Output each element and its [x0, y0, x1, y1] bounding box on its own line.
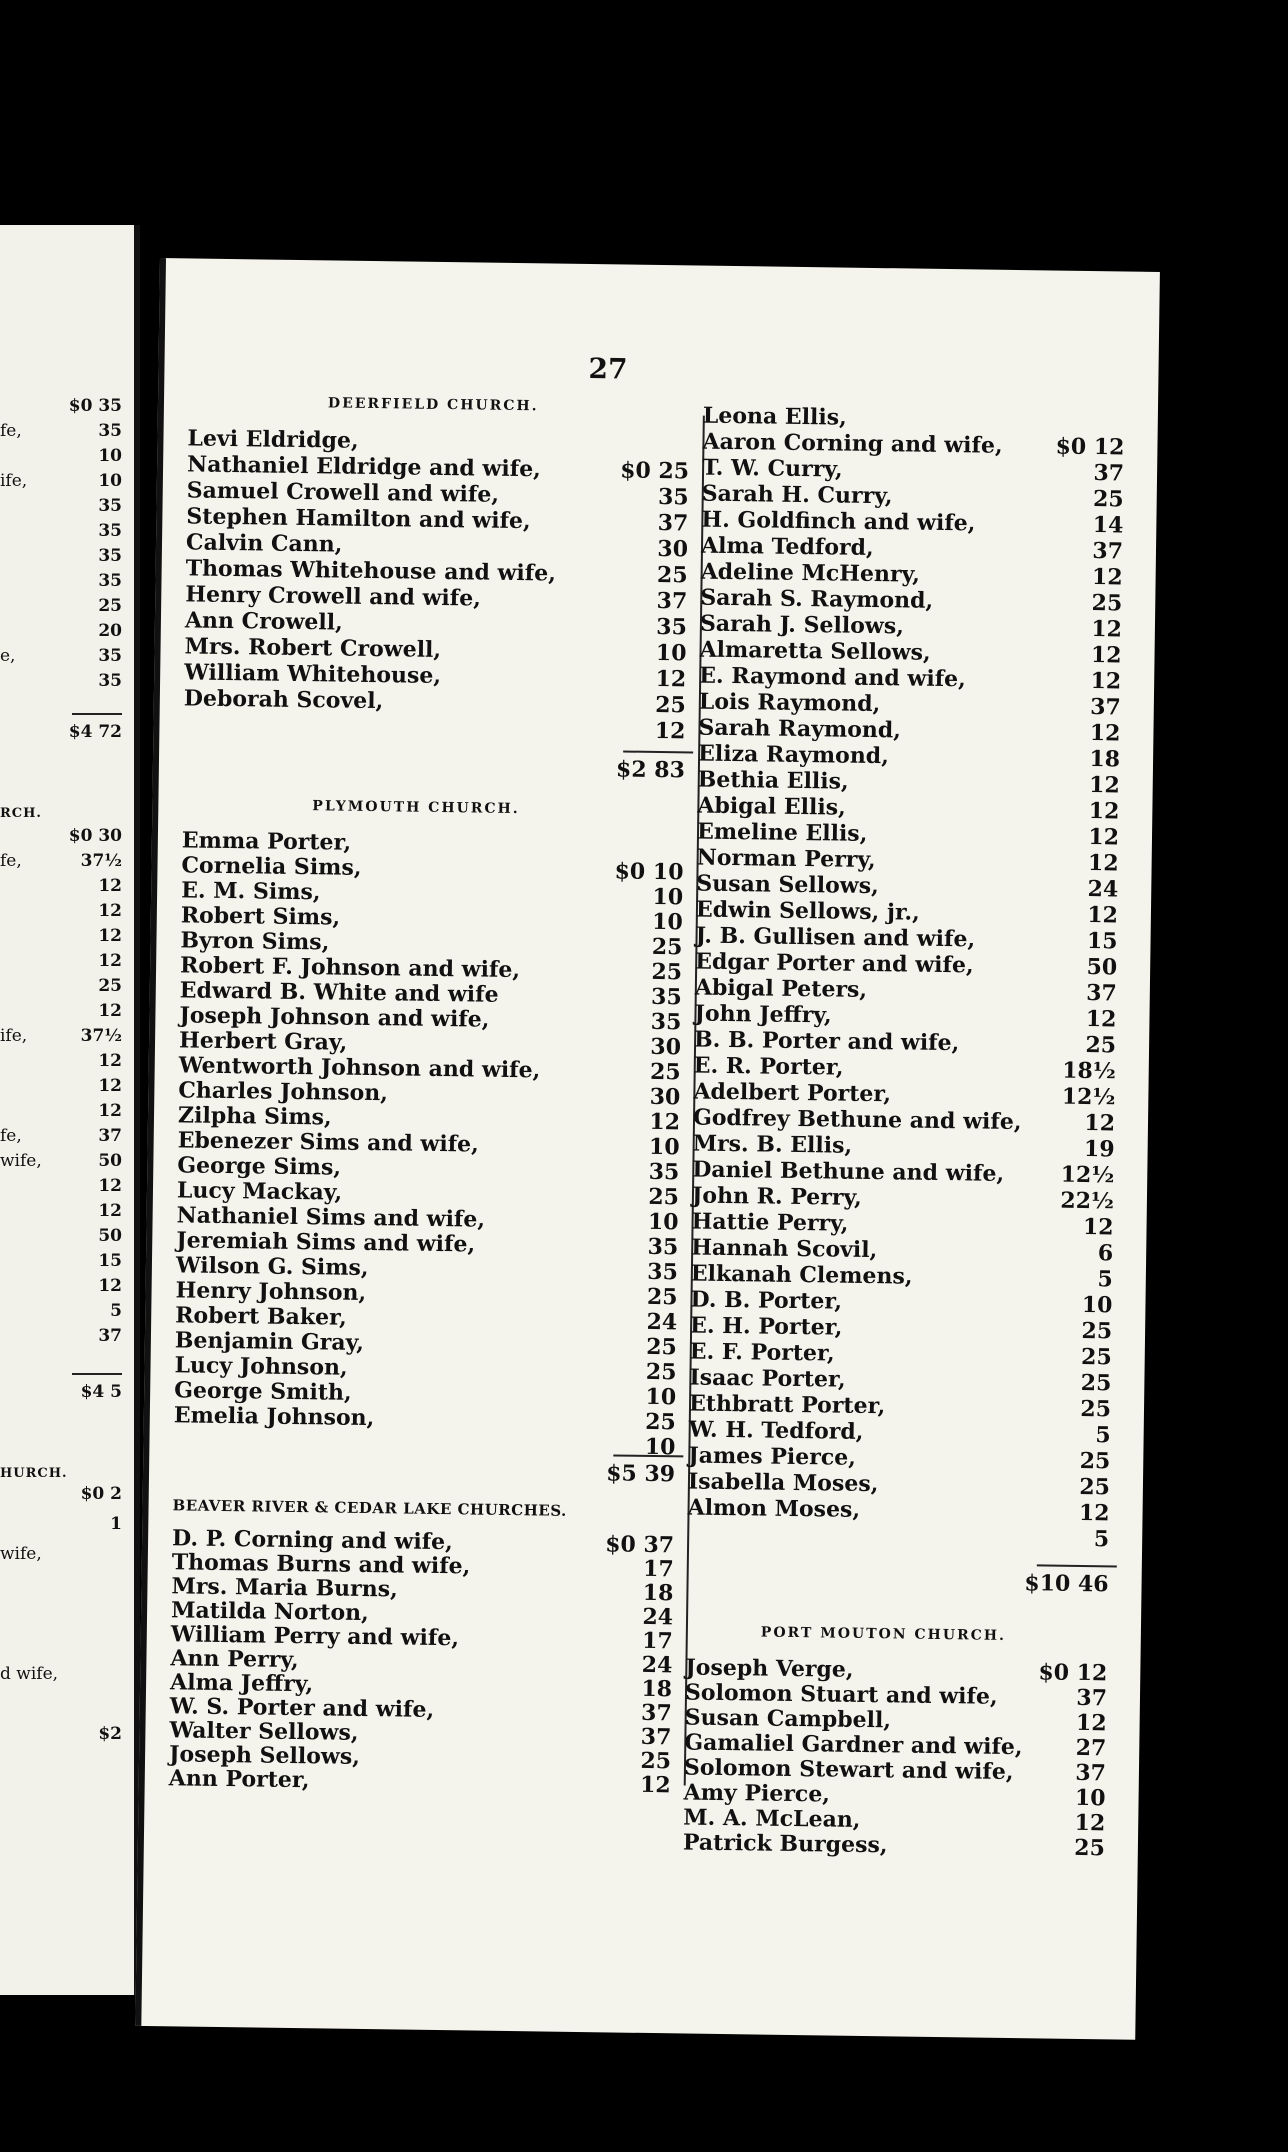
contribution-amount: $0 10 [614, 858, 684, 886]
contributor-name: Mrs. B. Ellis, [692, 1130, 853, 1159]
contributor-name: Sarah S. Raymond, [700, 584, 934, 614]
fragment-amount: 10 [98, 471, 122, 491]
fragment-text: fe, [0, 1126, 22, 1146]
contributor-name: Daniel Bethune and wife, [692, 1156, 1005, 1187]
contribution-amount: 18½ [1061, 1057, 1116, 1085]
fragment-amount: 12 [98, 1076, 122, 1096]
contribution-amount: 25 [1085, 1031, 1117, 1059]
contributor-name: Adelbert Porter, [693, 1078, 892, 1108]
contribution-amount: 10 [648, 1133, 680, 1161]
contribution-amount: 12 [639, 1771, 671, 1799]
contributor-name: Isaac Porter, [689, 1364, 846, 1393]
fragment-amount: 25 [98, 976, 122, 996]
fragment-church-head-text: RCH. [0, 806, 42, 821]
contribution-amount: 12 [1091, 616, 1123, 643]
fragment-church-head-2-text: HURCH. [0, 1466, 68, 1481]
contribution-amount: 12 [1087, 902, 1119, 929]
contribution-amount: 19 [1083, 1135, 1115, 1163]
contributor-name: Stephen Hamilton and wife, [186, 503, 531, 535]
contributor-name: Joseph Sellows, [168, 1741, 361, 1770]
fragment-amount: 12 [98, 876, 122, 896]
fragment-amount: 12 [98, 1101, 122, 1121]
contribution-amount: 37 [1090, 694, 1121, 721]
fragment-total-text: $4 72 [68, 722, 122, 742]
contributor-name: Patrick Burgess, [682, 1829, 888, 1859]
contribution-amount: 5 [1095, 1422, 1111, 1449]
contributor-name: Ann Perry, [170, 1645, 299, 1674]
fragment-amount: $2 [98, 1724, 122, 1744]
fragment-amount: 35 [98, 521, 122, 541]
contribution-amount: 12 [1074, 1809, 1106, 1837]
contributor-name: Gamaliel Gardner and wife, [684, 1729, 1023, 1761]
contributor-name: E. M. Sims, [180, 877, 321, 906]
contributor-name: Walter Sellows, [169, 1717, 359, 1746]
deerfield-title: DEERFIELD CHURCH. [327, 395, 539, 415]
contribution-amount: 12 [1091, 564, 1123, 591]
contributor-name: T. W. Curry, [701, 454, 843, 483]
contributor-name: Alma Tedford, [700, 532, 874, 561]
contribution-amount: $0 37 [605, 1531, 675, 1559]
deerfield-total: $2 83 [615, 756, 686, 784]
contribution-amount: 27 [1075, 1734, 1107, 1762]
contribution-amount: 37 [1075, 1759, 1107, 1787]
contribution-amount: 10 [652, 883, 684, 911]
fragment-text: d wife, [0, 1664, 59, 1684]
contribution-amount: 10 [655, 639, 687, 667]
contribution-amount: 12 [1082, 1213, 1114, 1241]
page-number: 27 [588, 351, 628, 386]
fragment-amount: 37 [98, 1326, 122, 1346]
fragment-amount: 15 [98, 1251, 122, 1271]
port-mouton-title: PORT MOUTON CHURCH. [760, 1624, 1007, 1644]
contributor-name: Sarah H. Curry, [701, 480, 893, 510]
plymouth-total: $5 39 [606, 1460, 676, 1488]
contribution-amount: 24 [1087, 876, 1119, 903]
contribution-amount: 35 [648, 1158, 680, 1186]
contribution-amount: 12 [1088, 772, 1120, 799]
contributor-name: Hannah Scovil, [691, 1234, 878, 1264]
contribution-amount: $0 25 [620, 457, 690, 485]
contribution-amount: 25 [655, 691, 686, 719]
contribution-amount: 35 [657, 483, 689, 511]
contribution-amount: 12 [1088, 824, 1120, 851]
contributor-name: Bethia Ellis, [697, 766, 849, 795]
list-item [687, 1521, 1117, 1552]
contribution-amount: $0 12 [1038, 1659, 1108, 1687]
contributor-name: Mrs. Maria Burns, [171, 1573, 398, 1603]
contribution-amount: 25 [646, 1283, 678, 1311]
contribution-amount: 37 [640, 1723, 672, 1751]
contributor-name: Cornelia Sims, [181, 852, 362, 881]
contribution-amount: $0 12 [1055, 433, 1125, 461]
contribution-amount: 12½ [1061, 1083, 1116, 1111]
fragment-rule [72, 713, 122, 715]
contribution-amount: 37 [1086, 980, 1118, 1007]
contributor-name: Sarah J. Sellows, [699, 610, 905, 640]
contributor-name: J. B. Gullisen and wife, [695, 922, 976, 953]
fragment-amount: 1 [110, 1514, 122, 1534]
contributor-name: Emeline Ellis, [696, 818, 868, 847]
ledger-page [135, 258, 1160, 2040]
fragment-amount: 35 [98, 546, 122, 566]
fragment-amount: 12 [98, 951, 122, 971]
contributor-name: B. B. Porter and wife, [693, 1026, 960, 1057]
fragment-amount: 35 [98, 571, 122, 591]
contribution-amount: 37 [1076, 1684, 1108, 1712]
contribution-amount: 10 [1081, 1291, 1113, 1319]
contributor-name: Byron Sims, [180, 927, 330, 956]
contribution-amount: 30 [649, 1083, 681, 1111]
contributor-name: Abigal Peters, [694, 974, 868, 1003]
contribution-amount: 12½ [1060, 1161, 1115, 1189]
fragment-amount: 12 [98, 1051, 122, 1071]
contribution-amount: 12 [1078, 1499, 1110, 1527]
contribution-amount: 12 [1090, 668, 1122, 695]
contributor-name: William Whitehouse, [184, 659, 442, 689]
contribution-amount: 25 [656, 561, 688, 589]
contribution-amount: 12 [655, 665, 687, 693]
contributor-name: Lois Raymond, [698, 688, 881, 718]
contribution-amount: 35 [650, 1008, 682, 1036]
contributor-name: Henry Johnson, [175, 1277, 367, 1306]
contributor-name: Robert Sims, [180, 902, 341, 931]
contribution-amount: 25 [1091, 590, 1123, 617]
contribution-amount: 18 [1089, 746, 1121, 773]
right-total: $10 46 [1024, 1570, 1109, 1598]
contribution-amount: 18 [642, 1579, 674, 1607]
contribution-amount: 25 [1080, 1395, 1112, 1423]
fragment-amount: 12 [98, 1176, 122, 1196]
contribution-amount: 30 [657, 535, 689, 563]
contribution-amount: 37 [657, 509, 689, 537]
contribution-amount: 22½ [1060, 1187, 1115, 1215]
fragment-amount: 12 [98, 901, 122, 921]
plymouth-title: PLYMOUTH CHURCH. [312, 798, 520, 818]
contribution-amount: 37 [656, 587, 688, 615]
fragment-text: wife, [0, 1544, 42, 1564]
contributor-name: Joseph Verge, [685, 1654, 854, 1683]
contribution-amount: 24 [641, 1651, 673, 1679]
fragment-amount: 10 [98, 446, 122, 466]
contributor-name: Joseph Johnson and wife, [179, 1002, 490, 1033]
contributor-name: Ann Porter, [168, 1765, 310, 1794]
contributor-name: E. Raymond and wife, [699, 662, 967, 693]
contributor-name: Lucy Mackay, [176, 1177, 343, 1206]
contributor-name: Ebenezer Sims and wife, [177, 1127, 480, 1158]
contributor-name: Solomon Stewart and wife, [683, 1754, 1014, 1786]
deerfield-total-rule [623, 751, 693, 754]
left-page-fragment [0, 225, 140, 1995]
contributor-name: Wentworth Johnson and wife, [178, 1052, 541, 1084]
contributor-name: Nathaniel Eldridge and wife, [186, 451, 542, 483]
contributor-name: Thomas Whitehouse and wife, [185, 555, 557, 587]
contribution-amount: 17 [642, 1555, 674, 1583]
contributor-name: E. F. Porter, [689, 1338, 835, 1367]
fragment-text: wife, [0, 1151, 42, 1171]
contribution-amount: 25 [651, 933, 683, 961]
contribution-amount: 5 [1097, 1266, 1114, 1293]
contributor-name: Ethbratt Porter, [688, 1390, 886, 1420]
fragment-amount: $0 2 [80, 1484, 122, 1504]
fragment-text: ife, [0, 471, 28, 491]
fragment-amount: 37½ [80, 851, 122, 871]
contributor-name: Abigal Ellis, [697, 792, 846, 821]
contributor-name: D. P. Corning and wife, [171, 1525, 453, 1556]
fragment-amount: 25 [98, 596, 122, 616]
contributor-name: Almon Moses, [687, 1494, 861, 1523]
contributor-name: Leona Ellis, [702, 402, 847, 431]
contributor-name: Susan Sellows, [696, 870, 879, 900]
contribution-amount: 14 [1092, 512, 1124, 539]
contribution-amount: 25 [1079, 1447, 1111, 1475]
contribution-amount: 12 [1075, 1709, 1107, 1737]
fragment-amount: 37 [98, 1126, 122, 1146]
contributor-name: Norman Perry, [696, 844, 876, 874]
contribution-amount: 35 [647, 1233, 679, 1261]
fragment-amount: $0 35 [68, 396, 122, 416]
contribution-amount: 10 [645, 1383, 677, 1411]
fragment-text: fe, [0, 851, 22, 871]
contributor-name: Emelia Johnson, [173, 1402, 375, 1432]
contributor-name: Deborah Scovel, [183, 685, 384, 715]
contribution-amount: 50 [1086, 954, 1118, 981]
contributor-name: Godfrey Bethune and wife, [692, 1104, 1022, 1136]
contribution-amount: 25 [1074, 1834, 1106, 1862]
contribution-amount: 35 [656, 613, 688, 641]
contributor-name: Edward B. White and wife [179, 977, 499, 1008]
fragment-amount: 35 [98, 496, 122, 516]
contributor-name: Herbert Gray, [178, 1027, 348, 1056]
contributor-name: Thomas Burns and wife, [171, 1549, 471, 1580]
contribution-amount: 6 [1097, 1240, 1114, 1267]
contributor-name: Adeline McHenry, [700, 558, 921, 588]
contributor-name: Amy Pierce, [683, 1779, 831, 1808]
contributor-name: Nathaniel Sims and wife, [176, 1202, 486, 1233]
contributor-name: Edwin Sellows, jr., [695, 896, 920, 926]
contribution-amount: 25 [649, 1058, 681, 1086]
contribution-amount: 25 [1079, 1473, 1111, 1501]
fragment-total-2-text: $4 5 [80, 1382, 122, 1402]
fragment-amount: 50 [98, 1226, 122, 1246]
contributor-name: Emma Porter, [181, 827, 352, 856]
contribution-amount: 35 [647, 1258, 679, 1286]
fragment-amount: 12 [98, 1276, 122, 1296]
fragment-text: e, [0, 646, 16, 666]
fragment-amount: 12 [98, 926, 122, 946]
contributor-name: D. B. Porter, [690, 1286, 843, 1315]
contributor-name: William Perry and wife, [170, 1621, 460, 1652]
contribution-amount: 25 [644, 1408, 676, 1436]
contribution-amount: 10 [1074, 1784, 1106, 1812]
contribution-amount: 12 [649, 1108, 681, 1136]
contributor-name: H. Goldfinch and wife, [701, 506, 976, 537]
contribution-amount: 12 [1087, 850, 1119, 877]
contributor-name: Solomon Stuart and wife, [684, 1679, 998, 1710]
contribution-amount: 12 [1089, 720, 1121, 747]
contribution-amount: 37 [1093, 460, 1125, 487]
list-item [683, 1830, 1113, 1861]
contribution-amount: 12 [1084, 1109, 1116, 1137]
fragment-amount: 35 [98, 421, 122, 441]
contributor-name: E. H. Porter, [689, 1312, 843, 1341]
right-list [687, 266, 1135, 1553]
contribution-amount: 12 [1085, 1006, 1117, 1033]
contributor-name: Lucy Johnson, [174, 1352, 348, 1381]
contributor-name: Matilda Norton, [170, 1597, 369, 1627]
contribution-amount: 37 [1092, 538, 1124, 565]
contributor-name: Calvin Cann, [185, 529, 343, 558]
contribution-amount: 37 [640, 1699, 672, 1727]
contribution-amount: 25 [645, 1358, 677, 1386]
contribution-amount: 25 [640, 1747, 672, 1775]
contribution-amount: 5 [1093, 1526, 1110, 1553]
contribution-amount: 15 [1086, 928, 1118, 955]
contributor-name: Ann Crowell, [184, 607, 343, 636]
contributor-name: Alma Jeffry, [169, 1669, 314, 1698]
contributor-name: Wilson G. Sims, [175, 1252, 369, 1282]
contribution-amount: 10 [644, 1433, 676, 1461]
contributor-name: Hattie Perry, [691, 1208, 849, 1237]
fragment-rule [72, 1373, 122, 1375]
contributor-name: John Jeffry, [694, 1000, 832, 1029]
contributor-name: Isabella Moses, [687, 1468, 879, 1498]
fragment-text: fe, [0, 421, 22, 441]
contributor-name: Eliza Raymond, [697, 740, 890, 770]
contributor-name: Samuel Crowell and wife, [186, 477, 500, 508]
contributor-name: Edgar Porter and wife, [695, 948, 974, 979]
fragment-amount: 5 [110, 1301, 122, 1321]
contribution-amount: 24 [646, 1308, 678, 1336]
contribution-amount: 18 [641, 1675, 673, 1703]
right-column [682, 266, 1135, 1862]
contributor-name: Benjamin Gray, [174, 1327, 365, 1356]
contribution-amount: 24 [642, 1603, 674, 1631]
contributor-name: W. H. Tedford, [688, 1416, 864, 1445]
fragment-amount: 35 [98, 671, 122, 691]
contribution-amount: 25 [1081, 1317, 1113, 1345]
contribution-amount: 10 [651, 908, 683, 936]
contribution-amount: 12 [654, 717, 686, 745]
contributor-name: George Sims, [177, 1152, 342, 1181]
contribution-amount: 10 [647, 1208, 679, 1236]
contribution-amount: 17 [641, 1627, 673, 1655]
contributor-name: Henry Crowell and wife, [185, 581, 482, 612]
contributor-name: Sarah Raymond, [698, 714, 902, 744]
contribution-amount: 25 [648, 1183, 680, 1211]
contributor-name: Zilpha Sims, [177, 1102, 332, 1131]
contributor-name: Elkanah Clemens, [690, 1260, 913, 1290]
contributor-name: Almaretta Sellows, [699, 636, 931, 666]
contributor-name: Levi Eldridge, [187, 425, 359, 454]
contributor-name: James Pierce, [688, 1442, 857, 1471]
contributor-name: Susan Campbell, [684, 1704, 892, 1734]
contribution-amount: 12 [1088, 798, 1120, 825]
contributor-name: Mrs. Robert Crowell, [184, 633, 442, 663]
fragment-amount: $0 30 [68, 826, 122, 846]
contributor-name: Jeremiah Sims and wife, [176, 1227, 476, 1258]
fragment-amount: 35 [98, 646, 122, 666]
contributor-name: John R. Perry, [691, 1182, 862, 1211]
contribution-amount: 25 [646, 1333, 678, 1361]
contribution-amount: 25 [1092, 486, 1124, 513]
fragment-amount: 37½ [80, 1026, 122, 1046]
fragment-amount: 50 [98, 1151, 122, 1171]
contribution-amount: 30 [650, 1033, 682, 1061]
fragment-amount: 12 [98, 1201, 122, 1221]
contributor-name: Robert Baker, [175, 1302, 347, 1331]
fragment-text: ife, [0, 1026, 28, 1046]
contributor-name: George Smith, [174, 1377, 352, 1406]
contributor-name: E. R. Porter, [693, 1052, 844, 1081]
contributor-name: W. S. Porter and wife, [169, 1693, 435, 1723]
contribution-amount: 12 [1090, 642, 1122, 669]
contributor-name: Robert F. Johnson and wife, [179, 952, 521, 984]
contribution-amount: 25 [651, 958, 683, 986]
contribution-amount: 35 [650, 983, 682, 1011]
contribution-amount: 25 [1080, 1369, 1112, 1397]
contributor-name: Charles Johnson, [178, 1077, 389, 1107]
contributor-name: M. A. McLean, [683, 1804, 861, 1833]
contribution-amount: 25 [1080, 1343, 1112, 1371]
fragment-amount: 12 [98, 1001, 122, 1021]
fragment-amount: 20 [98, 621, 122, 641]
contributor-name: Aaron Corning and wife, [702, 428, 1003, 459]
beaver-title: BEAVER RIVER & CEDAR LAKE CHURCHES. [172, 1496, 567, 1520]
right-total-rule [1037, 1564, 1117, 1567]
